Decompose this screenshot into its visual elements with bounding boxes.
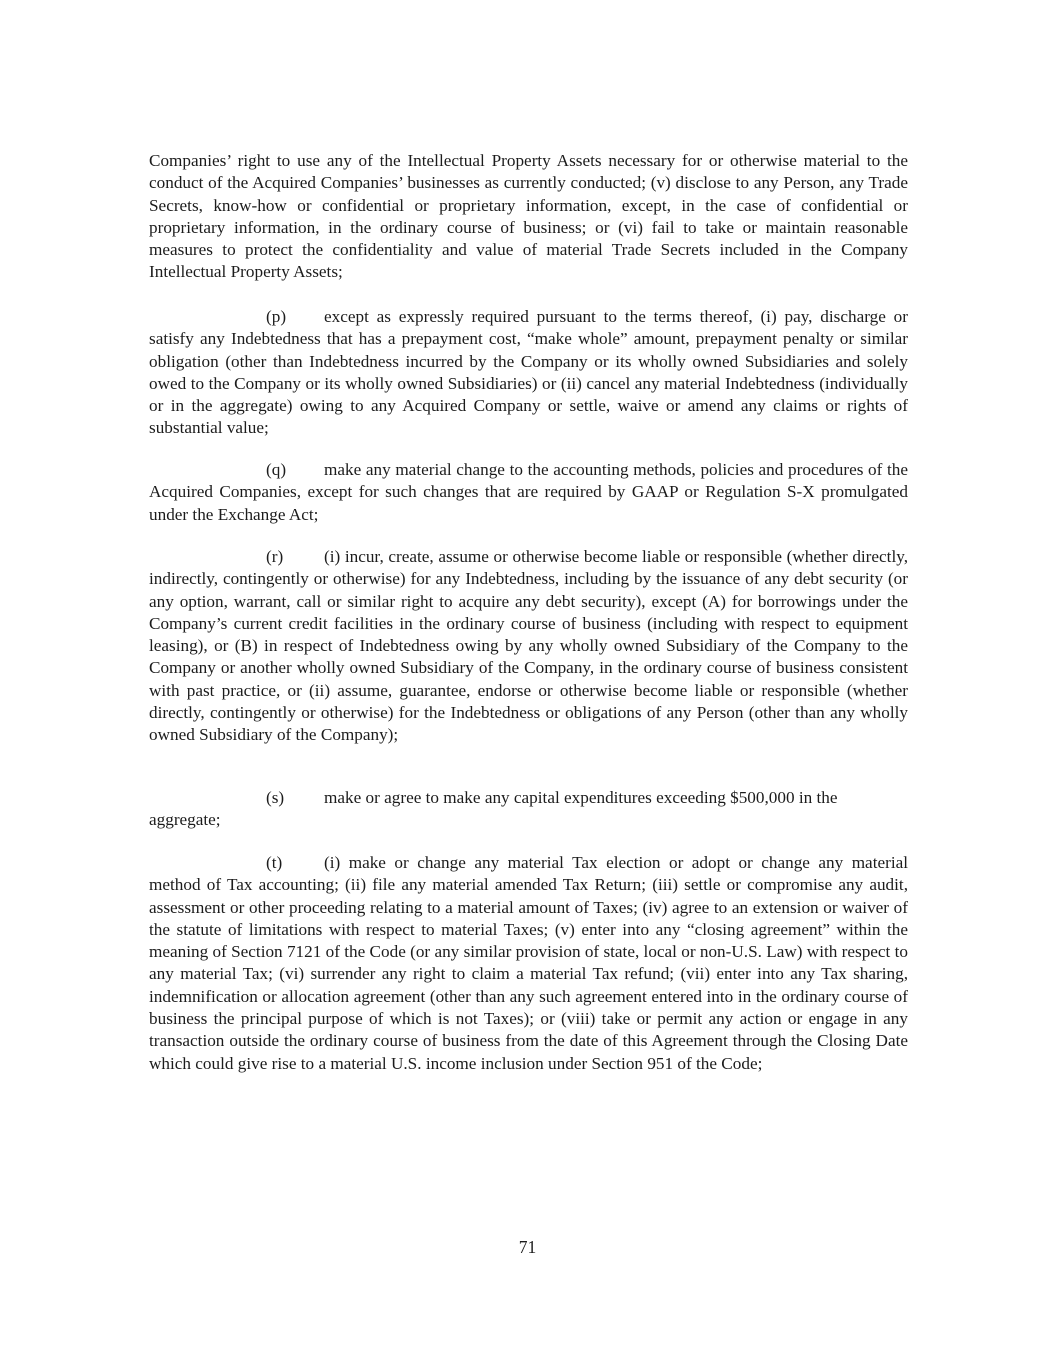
clause-text: make any material change to the accounting methods, policies and procedures of the Acquired Companies, except for such changes that are required by GAAP or Regulation S-X promulgated under the Exchange Act;	[149, 460, 908, 524]
clause-r	[149, 546, 908, 747]
clause-text: (i) make or change any material Tax election or adopt or change any material method of Tax accounting; (ii) file any material amended Tax Return; (iii) settle or compromise any audit, assessment or other proceeding relating to a material amount of Taxes; (iv) agree to an extension or waiver of the statute of limitations with respect to material Taxes; (v) enter into any “closing agreement” within the meaning of Section 7121 of the Code (or any similar provision of state, local or non-U.S. Law) with respect to any material Tax; (vi) surrender any right to claim a material Tax refund; (vii) enter into any Tax sharing, indemnification or allocation agreement (other than any such agreement entered into in the ordinary course of business the principal purpose of which is not Taxes); or (viii) take or permit any action or engage in any transaction outside the ordinary course of business from the date of this Agreement through the Closing Date which could give rise to a material U.S. income inclusion under Section 951 of the Code;	[149, 853, 908, 1073]
clause-text: except as expressly required pursuant to the terms thereof, (i) pay, discharge or satisfy any Indebtedness that has a prepayment cost, “make whole” amount, prepayment penalty or similar obligation (other than Indebtedness incurred by the Company or its wholly owned Subsidiaries and solely owed to the Company or its wholly owned Subsidiaries) or (ii) cancel any material Indebtedness (individually or in the aggregate) owing to any Acquired Company or settle, waive or amend any claims or rights of substantial value;	[149, 307, 908, 438]
clause-label: (r)	[266, 547, 284, 566]
clause-label: (p)	[266, 307, 287, 326]
clause-t	[149, 852, 908, 1075]
page-number: 71	[518, 1237, 537, 1257]
clause-label: (s)	[266, 788, 285, 807]
clause-text: (i) incur, create, assume or otherwise become liable or responsible (whether directly, indirectly, contingently or otherwise) for any Indebtedness, including by the issuance of any debt security (or any option, warrant, call or similar right to acquire any debt security), except (A) for borrowings under the Company’s current credit facilities in the ordinary course of business (including with respect to equipment leasing), or (B) in respect of Indebtedness owing by any wholly owned Subsidiary of the Company to the Company or another wholly owned Subsidiary of the Company, in the ordinary course of business consistent with past practice, or (ii) assume, guarantee, endorse or otherwise become liable or responsible (whether directly, contingently or otherwise) for the Indebtedness or obligations of any Person (other than any wholly owned Subsidiary of the Company);	[149, 547, 908, 745]
clause-label: (q)	[266, 460, 287, 479]
clause-q	[149, 459, 908, 526]
clause-text: make or agree to make any capital expenditures exceeding $500,000 in the	[324, 788, 838, 807]
clause-p	[149, 306, 908, 440]
continuation-paragraph: Companies’ right to use any of the Intellectual Property Assets necessary for or otherwise material to the conduct of the Acquired Companies’ businesses as currently conducted; (v) disclose to any Person, any Trade Secrets, know-how or confidential or proprietary information, except, in the case of confidential or proprietary information, in the ordinary course of business; or (vi) fail to take or maintain reasonable measures to protect the confidentiality and value of material Trade Secrets included in the Company Intellectual Property Assets;	[149, 151, 908, 282]
clause-s	[149, 787, 908, 832]
clause-label: (t)	[266, 853, 283, 872]
clause-text-continuation: aggregate;	[149, 810, 221, 830]
